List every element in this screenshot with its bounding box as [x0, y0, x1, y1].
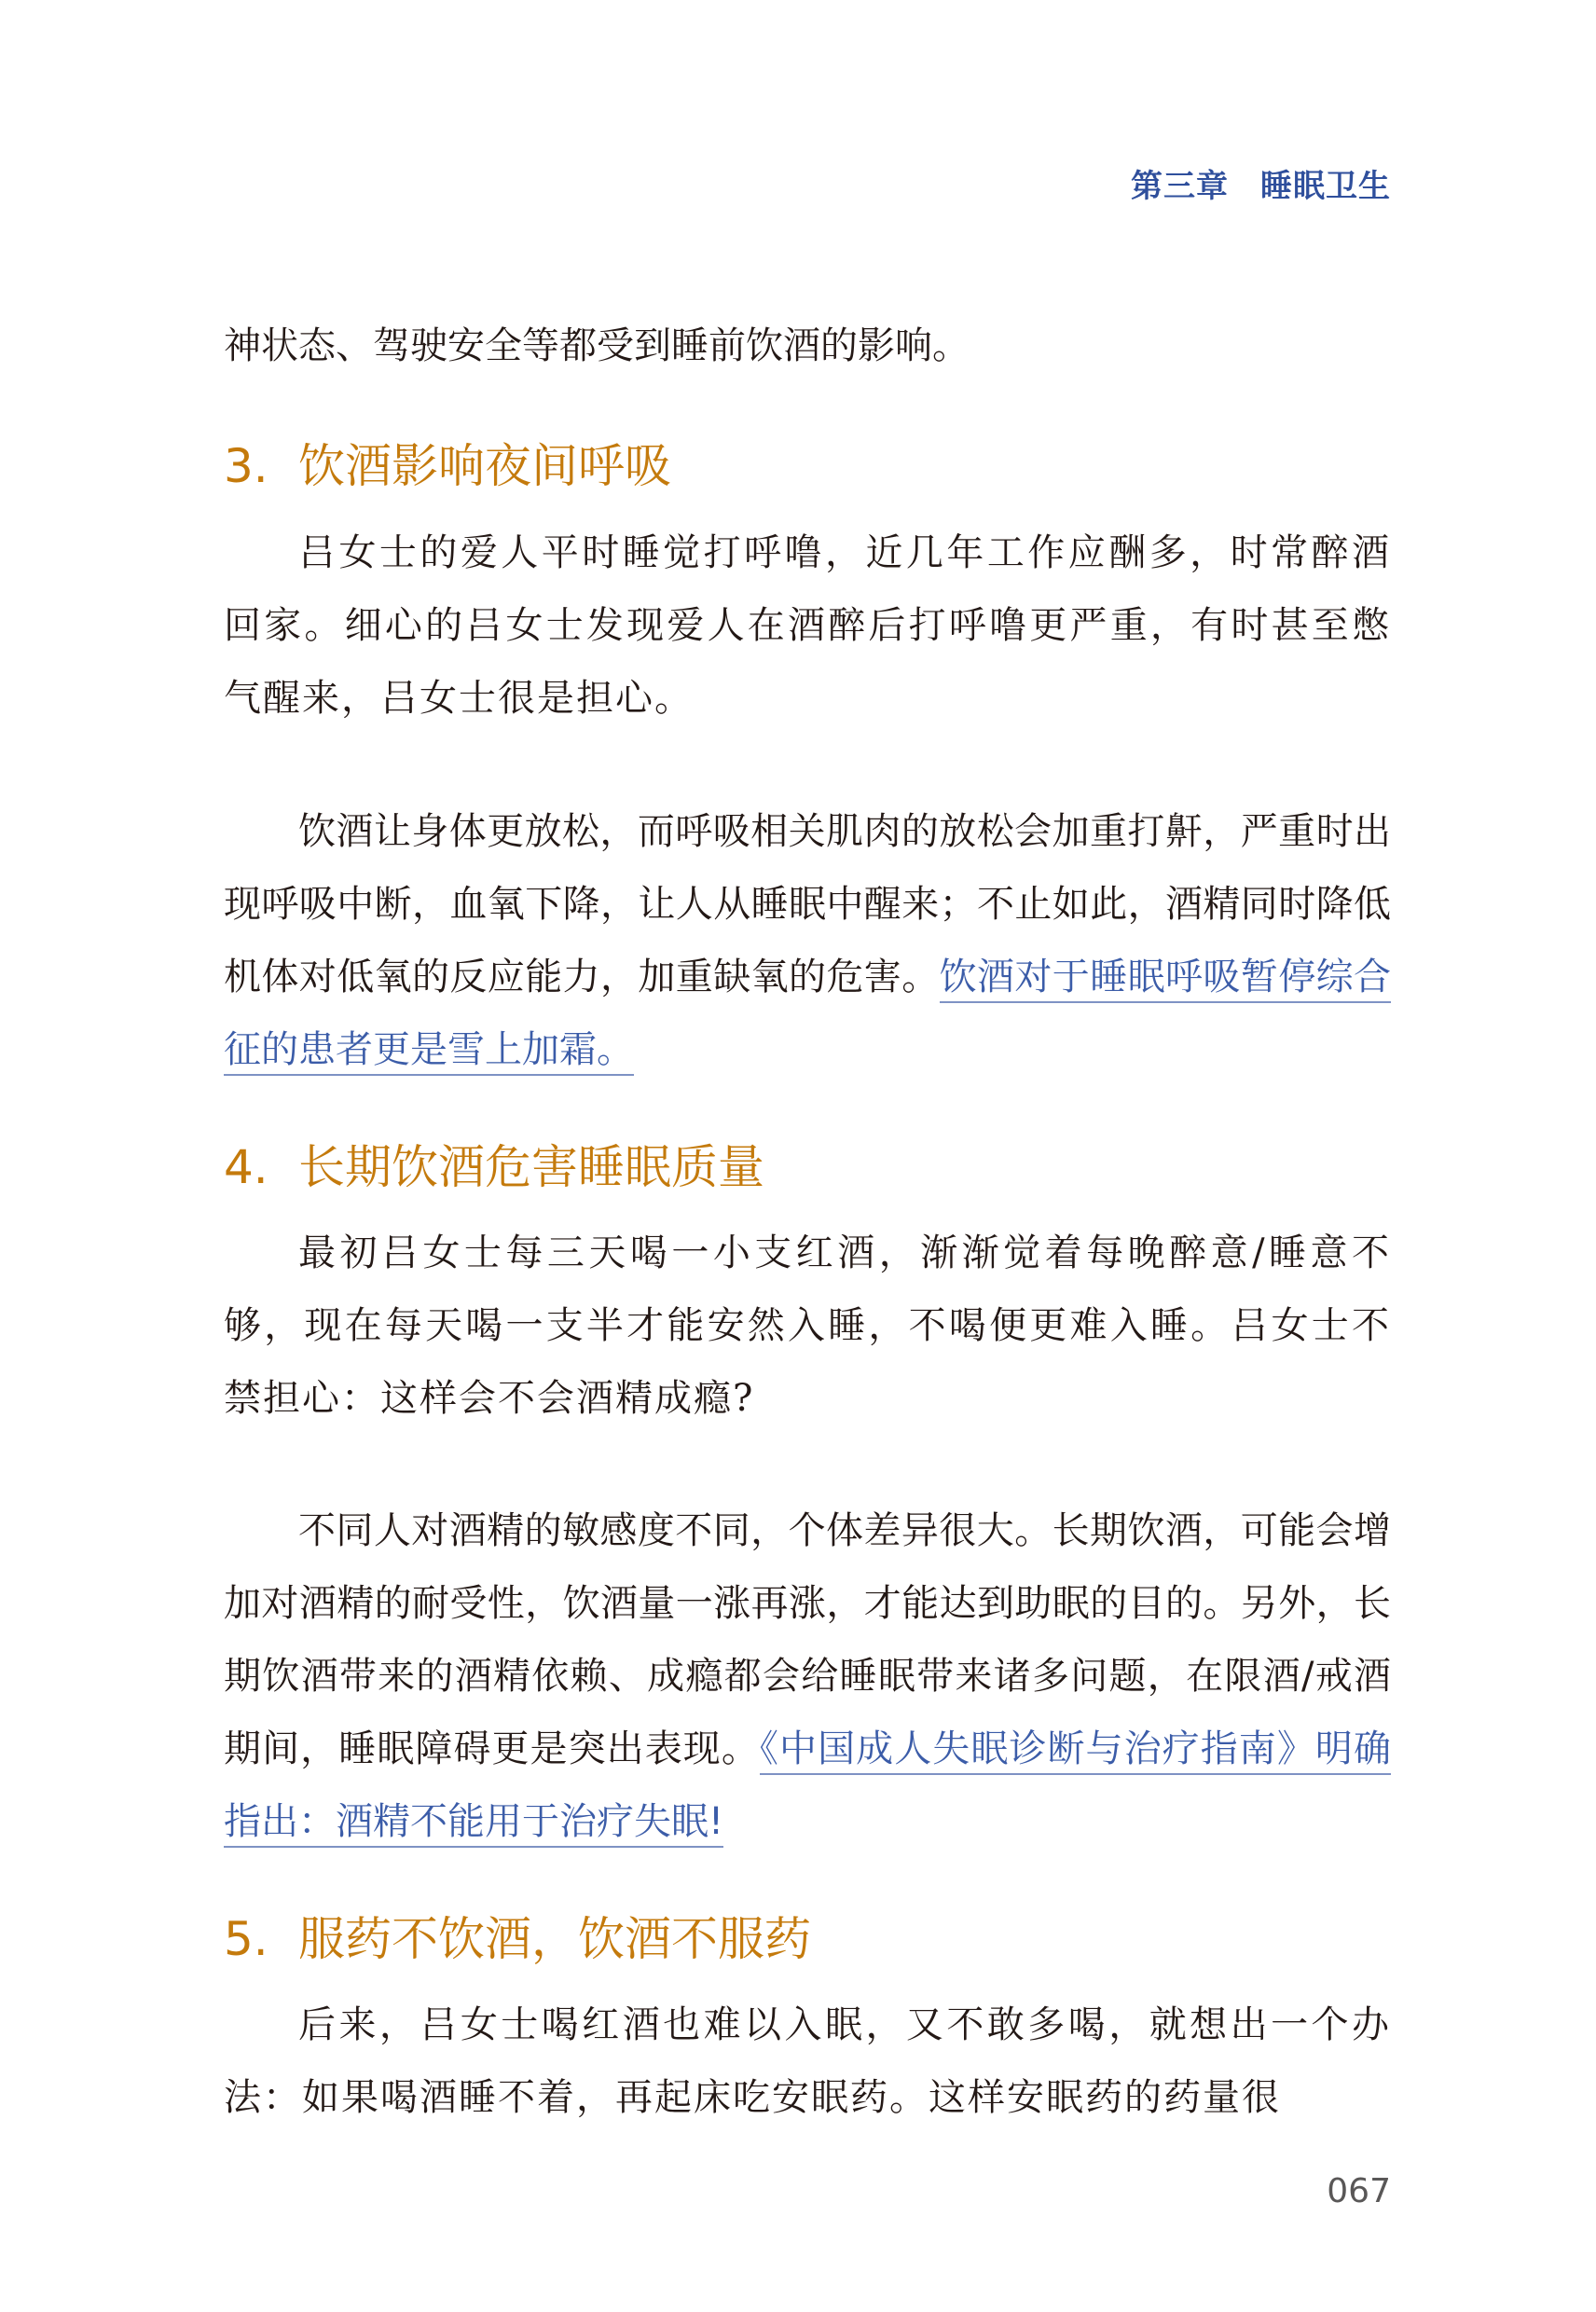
section-4-body: [224, 1494, 1391, 1858]
section-4-highlight: 《中国成人失眠诊断与治疗指南》明确指出：酒精不能用于治疗失眠!: [224, 1727, 1391, 1848]
section-3-highlight: 饮酒对于睡眠呼吸暂停综合征的患者更是雪上加霜。: [224, 956, 1391, 1076]
section-3-body-text: 饮酒让身体更放松，而呼吸相关肌肉的放松会加重打鼾，严重时出现呼吸中断，血氧下降，让人从睡眠中醒来；不止如此，酒精同时降低机体对低氧的反应能力，加重缺氧的危害。: [224, 810, 1391, 998]
section-4-heading: [224, 1139, 764, 1195]
running-head-title: 睡眠卫生: [1260, 168, 1391, 205]
section-5-story: 后来，吕女士喝红酒也难以入眠，又不敢多喝，就想出一个办法：如果喝酒睡不着，再起床吃安眠药。这样安眠药的药量很: [224, 2003, 1391, 2119]
section-4-body-text: 不同人对酒精的敏感度不同，个体差异很大。长期饮酒，可能会增加对酒精的耐受性，饮酒量一涨再涨，才能达到助眠的目的。另外，长期饮酒带来的酒精依赖、成瘾都会给睡眠带来诸多问题，在限酒/戒酒期间，睡眠障碍更是突出表现。: [224, 1509, 1391, 1770]
section-3-title: 饮酒影响夜间呼吸: [298, 439, 671, 493]
section-3-heading: [224, 438, 671, 494]
section-4-story: 最初吕女士每三天喝一小支红酒，渐渐觉着每晚醉意/睡意不够，现在每天喝一支半才能安然入睡，不喝便更难入睡。吕女士不禁担心：这样会不会酒精成瘾?: [224, 1232, 1391, 1420]
intro-paragraph: 神状态、驾驶安全等都受到睡前饮酒的影响。: [224, 324, 970, 367]
section-4-title: 长期饮酒危害睡眠质量: [298, 1140, 764, 1194]
page-number: 067: [1327, 2172, 1391, 2210]
section-5-title: 服药不饮酒，饮酒不服药: [298, 1912, 811, 1966]
running-head: [1131, 160, 1391, 206]
section-3-story: 吕女士的爱人平时睡觉打呼噜，近几年工作应酬多，时常醉酒回家。细心的吕女士发现爱人在酒醉后打呼噜更严重，有时甚至憋气醒来，吕女士很是担心。: [224, 531, 1391, 720]
running-head-chapter: 第三章: [1131, 168, 1229, 205]
section-5-number: 5.: [224, 1912, 268, 1966]
section-3-number: 3.: [224, 439, 268, 493]
section-3-body: [224, 795, 1391, 1086]
section-5-heading: [224, 1911, 811, 1967]
section-4-number: 4.: [224, 1140, 268, 1194]
